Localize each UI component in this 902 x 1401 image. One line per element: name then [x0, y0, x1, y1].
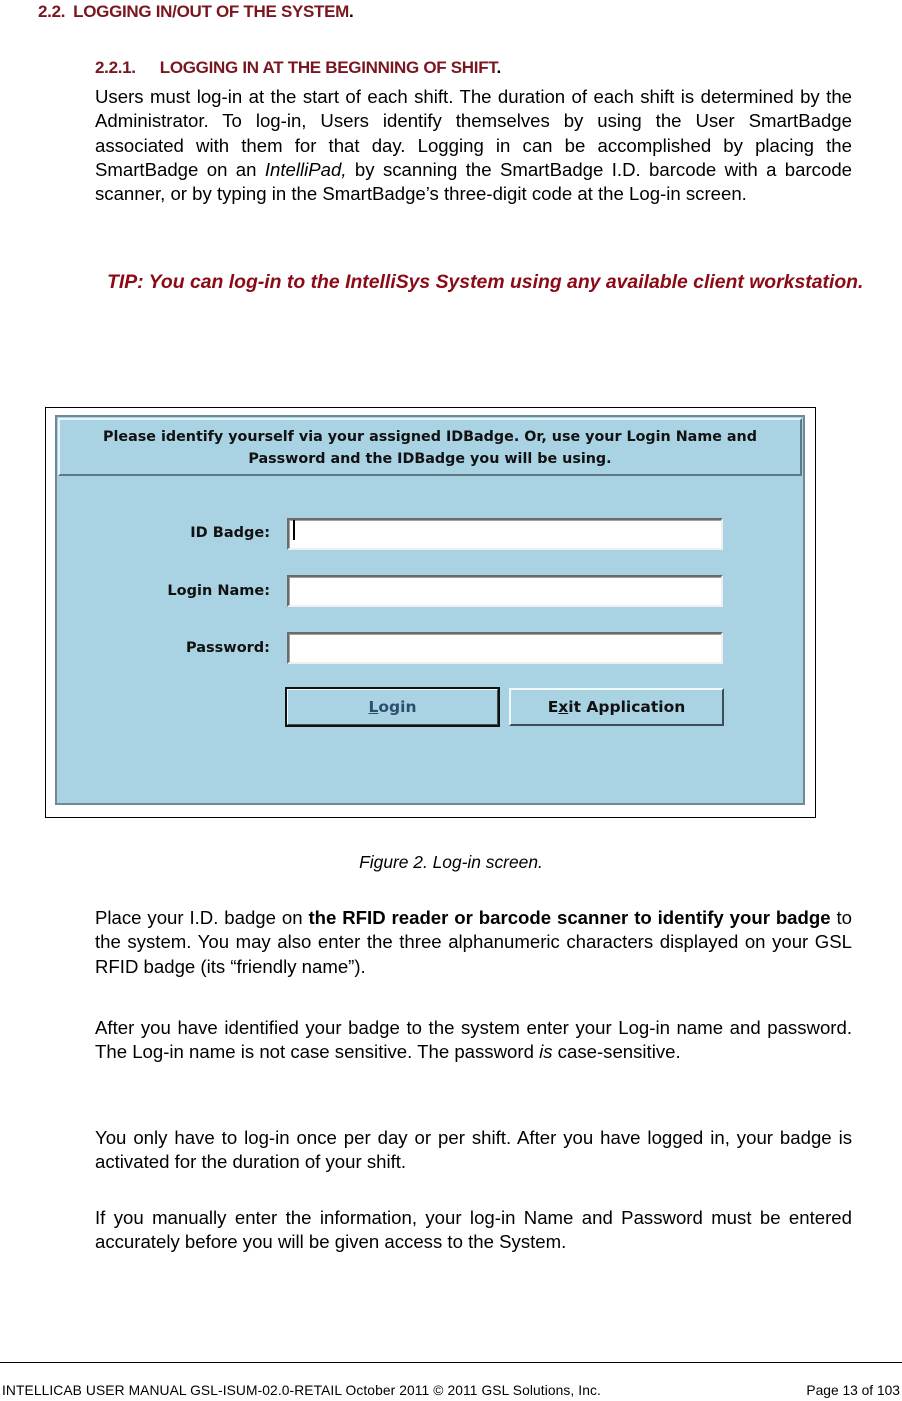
login-button[interactable]: L ogin [286, 688, 499, 726]
id-badge-input[interactable] [287, 518, 723, 550]
login-name-label: Login Name: [167, 583, 270, 599]
subsection-number: 2.2.1. [95, 58, 136, 77]
section-title: LOGGING IN/OUT OF THE SYSTEM [73, 2, 350, 21]
dialog-instructions: Please identify yourself via your assigned IDBadge. Or, use your Login Name and Password and the IDBadge you will be using. [58, 418, 802, 476]
exit-application-button[interactable]: E x it Application [509, 688, 724, 726]
login-name-input[interactable] [287, 575, 723, 607]
intro-paragraph: Users must log-in at the start of each shift. The duration of each shift is determined by the Administrator. To log-in, Users identify themselves by using the User SmartBadge associated with them for that day. Logging in can be accomplished by placing the SmartBadge on an IntelliPad, by scanning the SmartBadge I.D. barcode with a barcode scanner, or by typing in the SmartBadge’s three-digit code at the Log-in screen. [95, 86, 852, 205]
login-figure [45, 407, 816, 818]
section-number: 2.2. [38, 2, 66, 21]
text-caret [293, 520, 295, 540]
footer-divider [0, 1362, 902, 1363]
password-input[interactable] [287, 632, 723, 664]
figure-caption: Figure 2. Log-in screen. [359, 852, 543, 872]
footer-document-info: INTELLICAB USER MANUAL GSL-ISUM-02.0-RETAIL October 2011 © 2011 GSL Solutions, Inc. [2, 1383, 601, 1398]
subsection-title: LOGGING IN AT THE BEGINNING OF SHIFT [159, 58, 497, 77]
id-badge-label: ID Badge: [190, 525, 270, 541]
tip-callout: TIP: You can log-in to the IntelliSys System using any available client workstation. [107, 271, 864, 293]
badge-paragraph: Place your I.D. badge on the RFID reader or barcode scanner to identify your badge to the system. You may also enter the three alphanumeric characters displayed on your GSL RFID badge (its “friendly name”). [95, 907, 852, 977]
credentials-paragraph: After you have identified your badge to the system enter your Log-in name and password. The Log-in name is not case sensitive. The password is case-sensitive. [95, 1017, 852, 1063]
section-heading: 2.2. LOGGING IN/OUT OF THE SYSTEM. [38, 2, 354, 21]
manual-entry-paragraph: If you manually enter the information, your log-in Name and Password must be entered accurately before you will be given access to the System. [95, 1207, 852, 1253]
password-label: Password: [186, 640, 270, 656]
login-dialog [55, 415, 805, 805]
subsection-heading: 2.2.1. LOGGING IN AT THE BEGINNING OF SHIFT. [95, 58, 501, 77]
footer-page-number: Page 13 of 103 [806, 1383, 900, 1398]
shift-paragraph: You only have to log-in once per day or per shift. After you have logged in, your badge is activated for the duration of your shift. [95, 1127, 852, 1173]
